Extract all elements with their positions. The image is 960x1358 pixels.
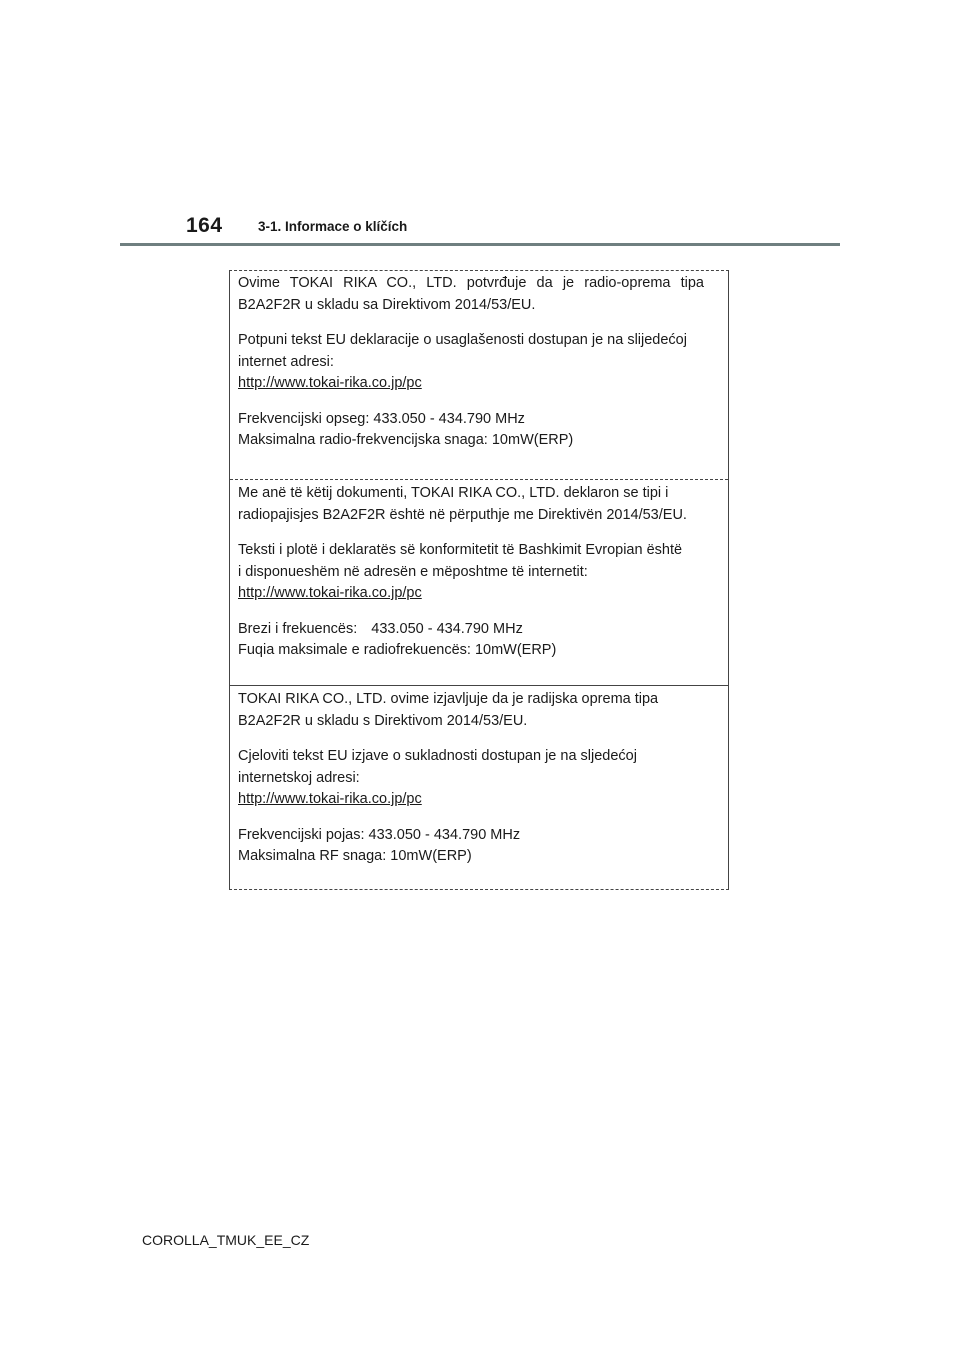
declaration-statement bbox=[238, 480, 704, 526]
technical-specs bbox=[238, 619, 704, 662]
availability-text bbox=[238, 746, 704, 811]
frequency-label: Brezi i frekuencës: bbox=[238, 620, 358, 637]
statement-line-2: B2A2F2R u skladu s Direktivom 2014/53/EU. bbox=[238, 712, 528, 729]
declaration-statement-end bbox=[238, 295, 704, 317]
declaration-link[interactable]: http://www.tokai-rika.co.jp/pc bbox=[238, 375, 422, 391]
declaration-statement bbox=[238, 686, 704, 732]
declaration-block-1 bbox=[230, 271, 728, 479]
declaration-link[interactable]: http://www.tokai-rika.co.jp/pc bbox=[238, 791, 422, 807]
statement-line-2: B2A2F2R u skladu sa Direktivom 2014/53/EU. bbox=[238, 296, 536, 313]
availability-text bbox=[238, 540, 704, 605]
availability-line-2: i disponueshëm në adresën e mëposhtme të internetit: bbox=[238, 563, 588, 580]
availability-line-1: Teksti i plotë i deklaratës së konformitetit të Bashkimit Evropian është bbox=[238, 542, 683, 558]
availability-line-2: internetskoj adresi: bbox=[238, 769, 360, 786]
max-power: Maksimalna RF snaga: 10mW(ERP) bbox=[238, 848, 472, 864]
declaration-block-3 bbox=[230, 685, 728, 891]
statement-line-1: Me anë të këtij dokumenti, TOKAI RIKA CO., LTD. deklaron se tipi i bbox=[238, 485, 669, 501]
statement-line-2: radiopajisjes B2A2F2R është në përputhje me Direktivën 2014/53/EU. bbox=[238, 506, 687, 523]
frequency-value: 433.050 - 434.790 MHz bbox=[371, 620, 523, 637]
frequency-range: Frekvencijski opseg: 433.050 - 434.790 MHz bbox=[238, 410, 525, 427]
declaration-block-2 bbox=[230, 479, 728, 685]
availability-line-1: Cjeloviti tekst EU izjave o sukladnosti dostupan je na sljedećoj bbox=[238, 748, 637, 764]
statement-line-1: TOKAI RIKA CO., LTD. ovime izjavljuje da je radijska oprema tipa bbox=[238, 691, 659, 707]
declaration-statement bbox=[238, 271, 704, 295]
availability-line-1: Potpuni tekst EU deklaracije o usaglašenosti dostupan je na slijedećoj bbox=[238, 332, 687, 348]
frequency-range: Frekvencijski pojas: 433.050 - 434.790 MHz bbox=[238, 826, 521, 843]
technical-specs bbox=[238, 409, 704, 452]
availability-text bbox=[238, 330, 704, 395]
max-power: Fuqia maksimale e radiofrekuencës: 10mW(ERP) bbox=[238, 642, 557, 658]
page-number: 164 bbox=[186, 214, 223, 237]
statement-line-1: Ovime TOKAI RIKA CO., LTD. potvrđuje da je radio-oprema tipa bbox=[238, 275, 704, 291]
declaration-link[interactable]: http://www.tokai-rika.co.jp/pc bbox=[238, 585, 422, 601]
technical-specs bbox=[238, 825, 704, 868]
max-power: Maksimalna radio-frekvencijska snaga: 10mW(ERP) bbox=[238, 432, 574, 448]
header-rule bbox=[120, 243, 840, 246]
declaration-box bbox=[229, 270, 729, 890]
frequency-range bbox=[238, 619, 704, 641]
availability-line-2: internet adresi: bbox=[238, 353, 334, 370]
document-code: COROLLA_TMUK_EE_CZ bbox=[142, 1232, 310, 1248]
section-title: 3-1. Informace o klíčích bbox=[258, 219, 408, 234]
